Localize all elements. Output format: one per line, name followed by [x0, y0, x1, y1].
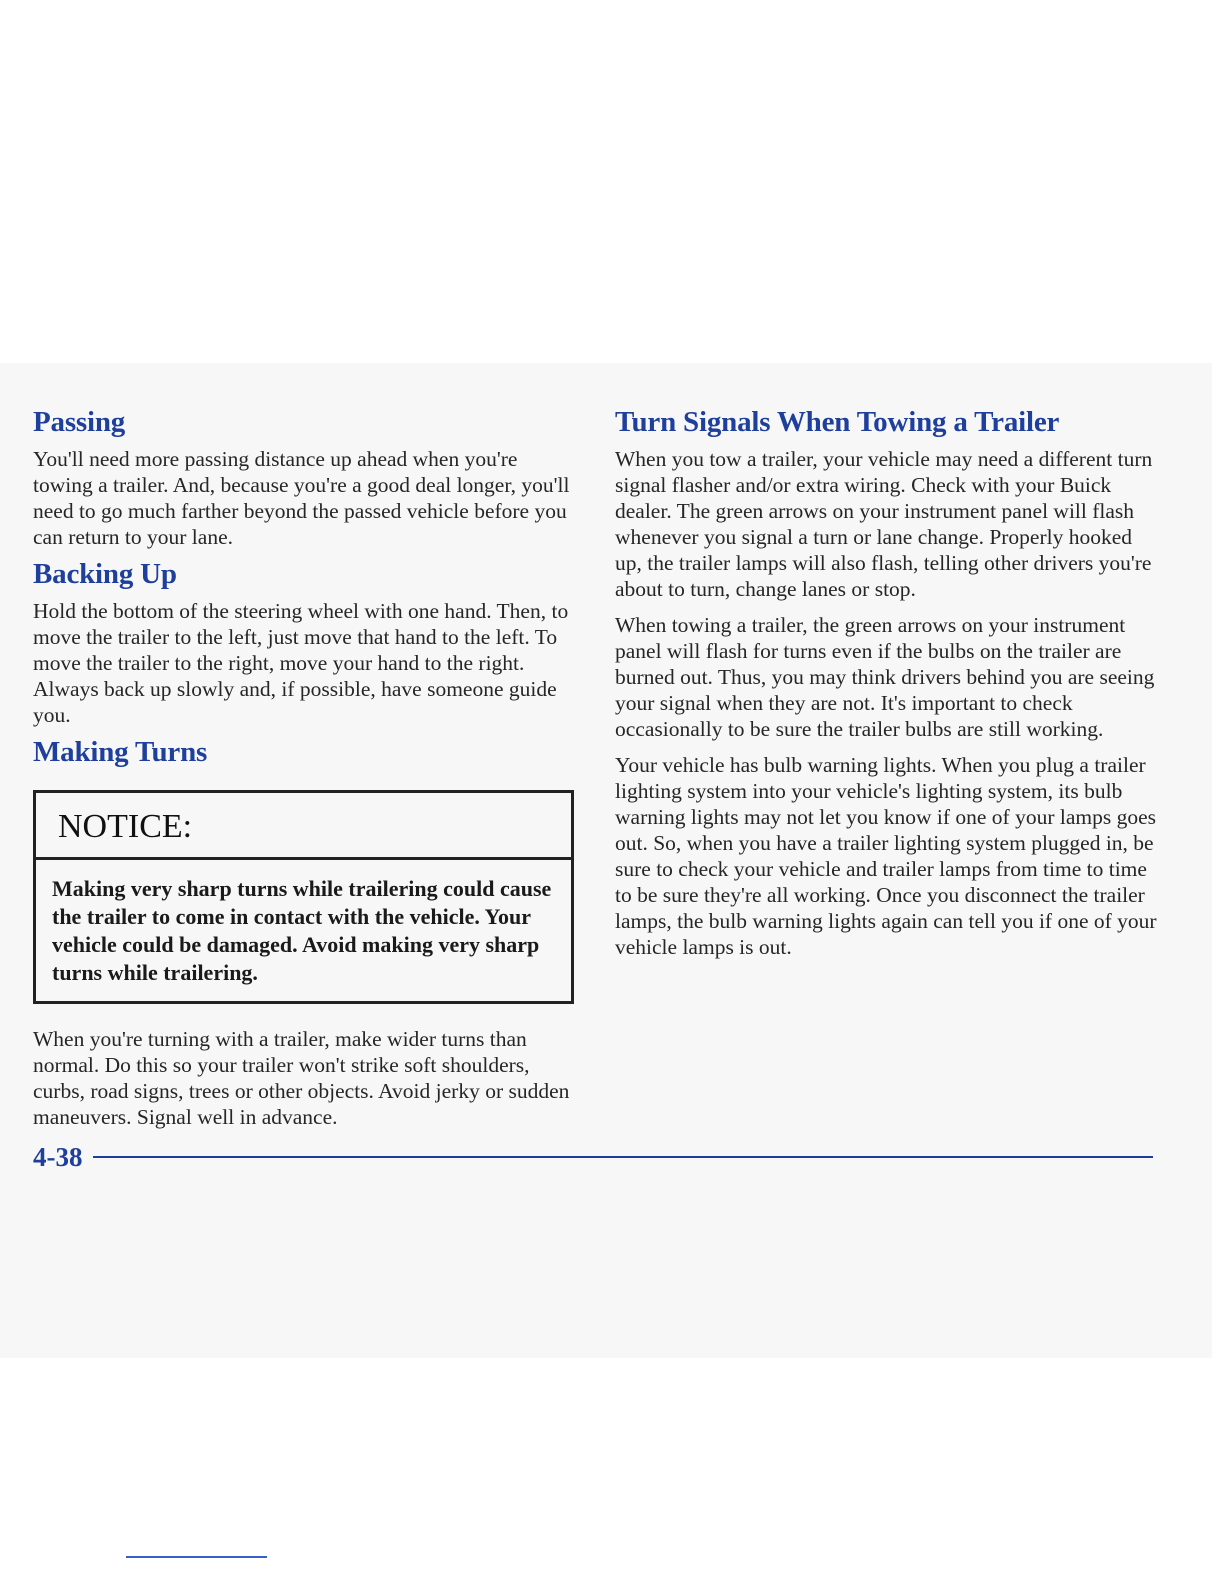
right-column: [615, 404, 1160, 960]
left-column: [33, 404, 578, 1130]
page-footer: [33, 1140, 1155, 1174]
page-number: 4-38: [33, 1142, 83, 1172]
bottom-link-underline[interactable]: [126, 1556, 267, 1558]
making-turns-heading: Making Turns: [33, 736, 208, 768]
turn-signals-heading: Turn Signals When Towing a Trailer: [615, 406, 1060, 438]
turn-signals-paragraph-1: When you tow a trailer, your vehicle may need a different turn signal flasher and/or extra wiring. Check with your Buick dealer. The green arrows on your instrument panel will flash whenever you signal a turn or lane change. Properly hooked up, the trailer lamps will also flash, telling other drivers you're about to turn, change lanes or stop.: [615, 447, 1153, 601]
passing-heading: Passing: [33, 406, 126, 438]
notice-box: [33, 790, 574, 1004]
turn-signals-paragraph-2: When towing a trailer, the green arrows on your instrument panel will flash for turns even if the bulbs on the trailer are burned out. Thus, you may think drivers behind you are seeing your signal when they are not. It's important to check occasionally to be sure the trailer bulbs are still working.: [615, 613, 1155, 741]
turn-signals-paragraph-3: Your vehicle has bulb warning lights. When you plug a trailer lighting system into your vehicle's lighting system, its bulb warning lights may not let you know if one of your lamps goes out. So, when you have a trailer lighting system plugged in, be sure to check your vehicle and trailer lamps from time to time to be sure they're all working. Once you disconnect the trailer lamps, the bulb warning lights again can tell you if one of your vehicle lamps is out.: [615, 753, 1157, 959]
notice-title: NOTICE:: [36, 793, 571, 860]
passing-body: You'll need more passing distance up ahead when you're towing a trailer. And, because you're a good deal longer, you'll need to go much farther beyond the passed vehicle before you can return to your lane.: [33, 447, 570, 549]
backing-up-heading: Backing Up: [33, 558, 177, 590]
making-turns-body: When you're turning with a trailer, make wider turns than normal. Do this so your trailer won't strike soft shoulders, curbs, road signs, trees or other objects. Avoid jerky or sudden maneuvers. Signal well in advance.: [33, 1027, 570, 1129]
backing-up-body: Hold the bottom of the steering wheel with one hand. Then, to move the trailer to the left, just move that hand to the left. To move the trailer to the right, move your hand to the right. Always back up slowly and, if possible, have someone guide you.: [33, 599, 569, 727]
notice-body: Making very sharp turns while trailering could cause the trailer to come in contact with the vehicle. Your vehicle could be damaged. Avoid making very sharp turns while trailering.: [52, 876, 552, 985]
footer-rule: [93, 1156, 1153, 1158]
